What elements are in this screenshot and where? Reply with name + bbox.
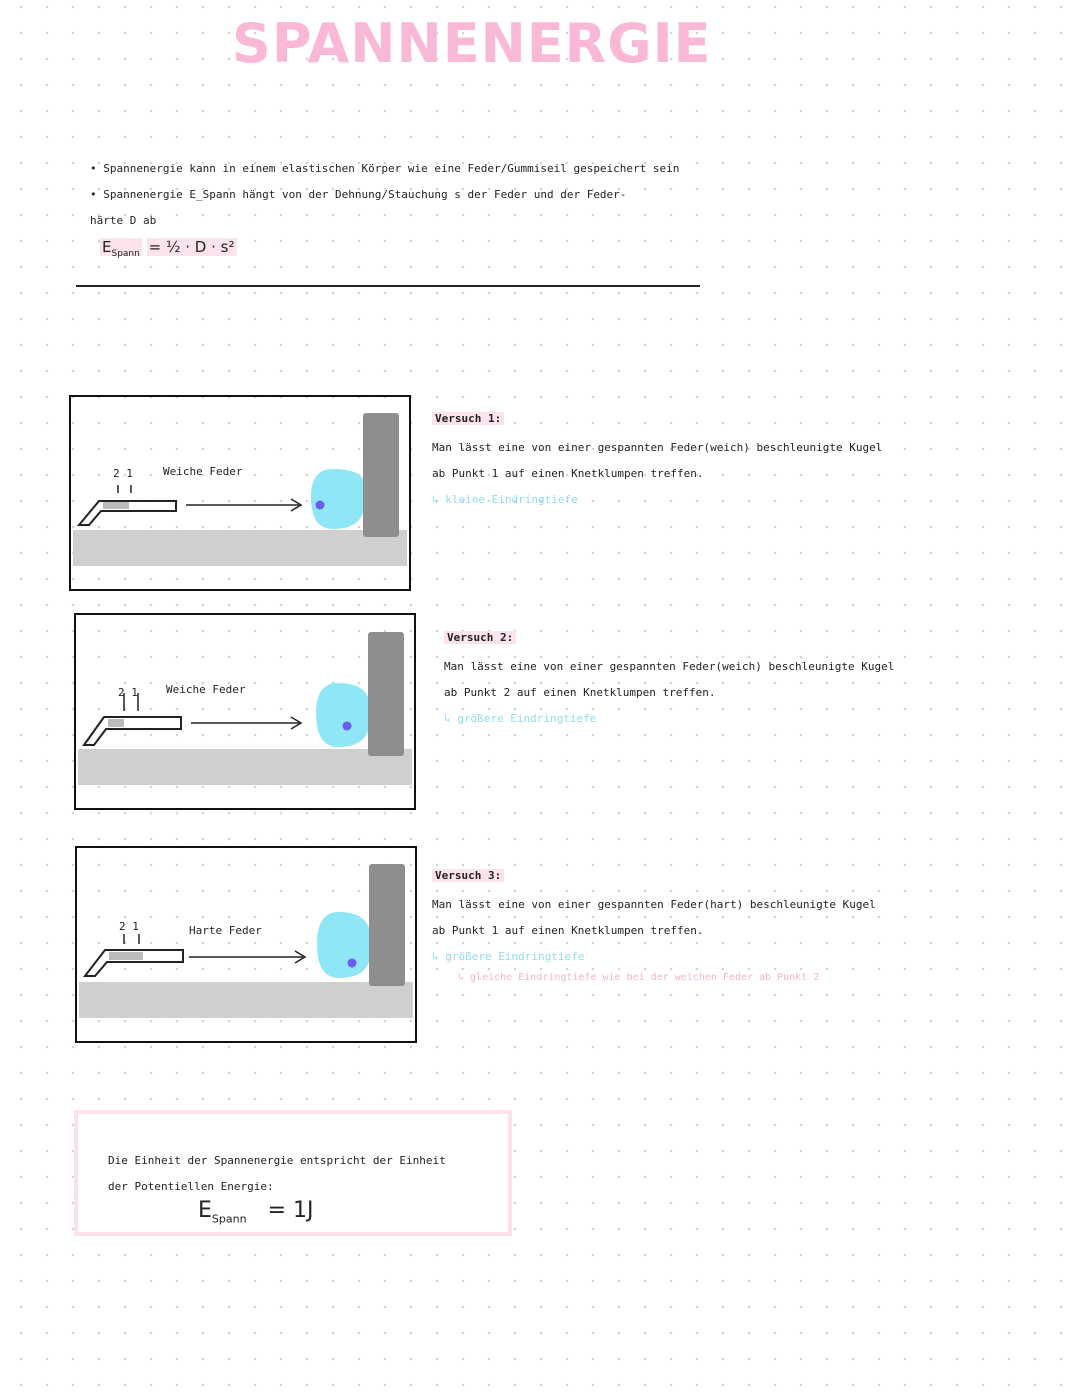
ball-center-dot <box>348 959 357 968</box>
intro-line-2: • Spannenergie E_Spann hängt von der Dehnung/Stauchung s der Feder und der Feder- <box>90 188 627 201</box>
ball <box>311 469 363 529</box>
formula-rhs: = ½ · D · s² <box>148 238 235 256</box>
experiment-text-2: ab Punkt 1 auf einen Knetklumpen treffen. <box>432 467 704 480</box>
experiment-heading: Versuch 2: <box>444 631 516 644</box>
spring <box>103 502 129 509</box>
experiment-heading: Versuch 1: <box>432 412 504 425</box>
ball-center-dot <box>343 722 352 731</box>
wall <box>369 864 405 986</box>
experiment-note: ↳ gleiche Eindringtiefe wie bei der weichen Feder ab Punkt 2 <box>458 972 820 983</box>
experiment-3-drawing <box>77 848 415 1041</box>
experiment-1-drawing <box>71 397 409 589</box>
wall <box>363 413 399 537</box>
floor <box>79 982 413 1018</box>
experiment-3-description <box>432 869 1032 983</box>
spring <box>109 952 143 960</box>
unit-line-2: der Potentiellen Energie: <box>108 1180 274 1193</box>
intro-line-1: • Spannenergie kann in einem elastischen Körper wie eine Feder/Gummiseil gespeichert sein <box>90 162 680 175</box>
experiment-text-1: Man lässt eine von einer gespannten Feder(weich) beschleunigte Kugel <box>432 441 883 454</box>
experiment-text-2: ab Punkt 1 auf einen Knetklumpen treffen. <box>432 924 704 937</box>
experiment-text-1: Man lässt eine von einer gespannten Feder(weich) beschleunigte Kugel <box>444 660 895 673</box>
intro-line-3: härte D ab <box>90 214 157 227</box>
experiment-2-drawing <box>76 615 414 808</box>
experiment-heading: Versuch 3: <box>432 869 504 882</box>
experiment-result: ↳ größere Eindringtiefe <box>444 712 597 725</box>
experiment-text-2: ab Punkt 2 auf einen Knetklumpen treffen. <box>444 686 716 699</box>
spring-label: Weiche Feder <box>166 683 246 696</box>
experiment-1-description <box>432 412 962 513</box>
spring-label: Weiche Feder <box>163 465 243 478</box>
wall <box>368 632 404 756</box>
unit-eq-rhs: = 1J <box>267 1198 314 1223</box>
ball-center-dot <box>316 501 325 510</box>
floor <box>78 749 412 785</box>
experiment-result: ↳ größere Eindringtiefe <box>432 950 585 963</box>
unit-eq-sub: Spann <box>211 1212 247 1226</box>
divider <box>76 285 700 287</box>
unit-eq-lhs: E <box>198 1198 212 1223</box>
experiment-result: ↳ kleine Eindringtiefe <box>432 493 578 506</box>
page-title: SPANNENERGIE <box>232 12 712 75</box>
formula-sub: Spann <box>111 249 140 259</box>
spring-label: Harte Feder <box>189 924 262 937</box>
formula-lhs: E <box>102 238 112 256</box>
energy-formula <box>100 238 237 259</box>
unit-equation <box>198 1198 313 1225</box>
ball <box>317 912 369 978</box>
unit-box <box>74 1110 512 1236</box>
points-label: 2 1 <box>113 467 133 480</box>
points-label: 2 1 <box>119 920 139 933</box>
points-label: 2 1 <box>118 686 138 699</box>
experiment-1-diagram <box>69 395 411 591</box>
floor <box>73 530 407 566</box>
experiment-2-description <box>444 631 974 732</box>
spring <box>108 719 124 727</box>
experiment-3-diagram <box>75 846 417 1043</box>
launcher <box>84 717 181 745</box>
experiment-text-1: Man lässt eine von einer gespannten Feder(hart) beschleunigte Kugel <box>432 898 876 911</box>
experiment-2-diagram <box>74 613 416 810</box>
unit-line-1: Die Einheit der Spannenergie entspricht der Einheit <box>108 1154 446 1167</box>
ball <box>316 683 368 747</box>
unit-text <box>108 1148 446 1200</box>
